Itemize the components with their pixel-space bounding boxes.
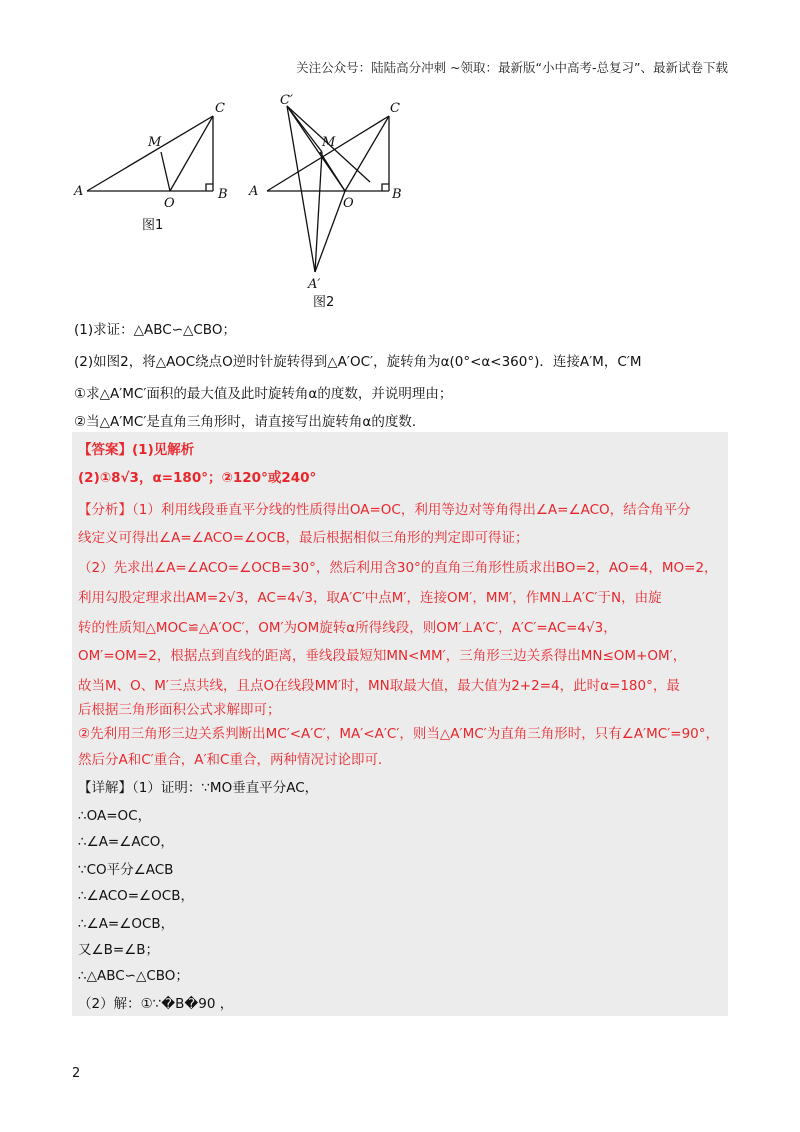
figures-svg (60, 92, 740, 312)
fig2-label-B: B (392, 187, 402, 202)
page-header: 关注公众号：陆陆高分冲刺 ~领取：最新版“小中高考-总复习”、最新试卷下载 (296, 60, 728, 75)
fig2-label-C-prime: C′ (280, 93, 293, 108)
figure-1 (87, 116, 213, 191)
detail-line-9: （2）解：①∵�B�90 ， (78, 996, 234, 1012)
detail-line-2: ∴OA=OC， (78, 808, 152, 824)
analysis-line-6: OM′=OM=2，根据点到直线的距离，垂线段最短知MN<MM′，三角形三边关系得出MN≤OM+OM′， (78, 648, 687, 664)
fig1-caption: 图1 (142, 218, 164, 233)
analysis-line-9: ②先利用三角形三边关系判断出MC′<A′C′，MA′<A′C′，则当△A′MC′为直角三角形时，只有∠A′MC′=90°， (78, 726, 719, 742)
figure-2 (267, 106, 389, 272)
question-2: (2)如图2，将△AOC绕点O逆时针旋转得到△A′OC′，旋转角为α(0°<α<360°)．连接A′M，C′M (74, 354, 642, 370)
analysis-line-1: 【分析】（1）利用线段垂直平分线的性质得出OA=OC，利用等边对等角得出∠A=∠ACO，结合角平分 (78, 502, 691, 518)
analysis-line-4: 利用勾股定理求出AM=2√3，AC=4√3，取A′C′中点M′，连接OM′，MM′，作MN⊥A′C′于N，由旋 (78, 590, 662, 606)
fig1-label-M: M (148, 135, 162, 150)
analysis-line-8: 后根据三角形面积公式求解即可； (78, 702, 281, 718)
detail-line-5: ∴∠ACO=∠OCB， (78, 888, 194, 904)
question-2-2: ②当△A′MC′是直角三角形时，请直接写出旋转角α的度数． (74, 414, 426, 430)
fig1-label-B: B (218, 187, 228, 202)
analysis-line-3: （2）先求出∠A=∠ACO=∠OCB=30°，然后利用含30°的直角三角形性质求出BO=2，AO=4，MO=2， (78, 560, 718, 576)
page-number: 2 (72, 1066, 81, 1081)
fig2-label-O: O (343, 196, 354, 211)
question-1: (1)求证：△ABC∽△CBO； (74, 322, 236, 338)
fig2-caption: 图2 (313, 295, 335, 310)
detail-line-8: ∴△ABC∽△CBO； (78, 968, 189, 984)
detail-line-4: ∵CO平分∠ACB (78, 862, 174, 878)
fig1-label-A: A (74, 184, 84, 199)
fig1-label-C: C (215, 101, 225, 116)
detail-line-6: ∴∠A=∠OCB， (78, 916, 175, 932)
detail-line-1: 【详解】（1）证明：∵MO垂直平分AC， (78, 780, 319, 796)
analysis-line-7: 故当M、O、M′三点共线，且点O在线段MM′时，MN取最大值，最大值为2+2=4，此时α=180°，最 (78, 678, 680, 694)
geometry-figures (60, 92, 740, 312)
fig2-label-A: A (249, 184, 259, 199)
fig2-label-C: C (390, 101, 400, 116)
answer-line-1: 【答案】(1)见解析 (78, 442, 195, 458)
detail-line-3: ∴∠A=∠ACO， (78, 834, 174, 850)
analysis-line-2: 线定义可得出∠A=∠ACO=∠OCB，最后根据相似三角形的判定即可得证； (78, 530, 529, 546)
analysis-line-5: 转的性质知△MOC≌△A′OC′，OM′为OM旋转α所得线段，则OM′⊥A′C′，A′C′=AC=4√3， (78, 620, 617, 636)
fig2-label-A-prime: A′ (308, 277, 321, 292)
answer-line-2: (2)①8√3，α=180°；②120°或240° (78, 470, 317, 486)
analysis-line-10: 然后分A和C′重合，A′和C重合，两种情况讨论即可． (78, 752, 392, 768)
question-2-1: ①求△A′MC′面积的最大值及此时旋转角α的度数，并说明理由； (74, 386, 453, 402)
fig2-label-M: M (322, 135, 336, 150)
answer-box (72, 432, 728, 1016)
detail-line-7: 又∠B=∠B； (78, 942, 160, 958)
fig1-label-O: O (164, 196, 175, 211)
